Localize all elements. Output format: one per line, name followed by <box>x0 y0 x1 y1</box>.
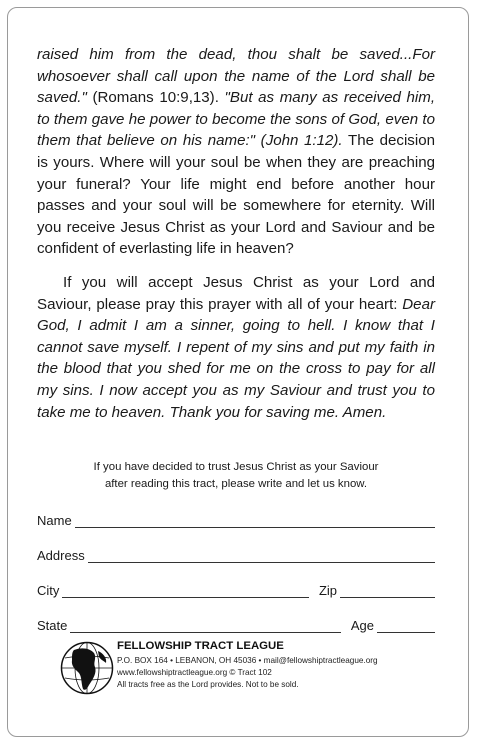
appeal-text: The decision is yours. Where will your soul be when they are preaching your funeral? Your life might end before another hour passes and your soul will be somewhere for eternity. Will you receive Jesus Christ as your Lord and Saviour and be confident of everlasting life in heaven? <box>37 132 435 258</box>
org-website: www.fellowshiptractleague.org © Tract 102 <box>117 668 272 677</box>
publisher-footer <box>60 639 440 705</box>
name-row <box>37 510 435 528</box>
tract-body <box>37 44 435 423</box>
scripture-romans: raised him from the dead, thou shalt be saved...For whosoever shall call upon the name of the Lord shall be saved." <box>37 46 435 107</box>
name-label: Name <box>37 513 72 528</box>
form-intro <box>37 459 435 493</box>
form-intro-line-1: If you have decided to trust Jesus Christ as your Saviour <box>93 461 379 473</box>
globe-logo-icon <box>60 641 114 695</box>
city-field[interactable] <box>62 584 309 598</box>
zip-field[interactable] <box>340 584 435 598</box>
form-intro-line-2: after reading this tract, please write and let us know. <box>104 478 368 490</box>
publisher-info <box>117 639 378 691</box>
address-field[interactable] <box>88 549 435 563</box>
paragraph-2 <box>37 272 435 423</box>
city-label: City <box>37 583 60 598</box>
org-note: All tracts free as the Lord provides. Not to be sold. <box>117 680 299 689</box>
org-address: P.O. BOX 164 • LEBANON, OH 45036 • mail@fellowshiptractleague.org <box>117 656 378 665</box>
state-field[interactable] <box>70 619 341 633</box>
reference-john: (John 1:12). <box>255 132 343 150</box>
response-form <box>37 459 435 650</box>
prayer-text: Dear God, I admit I am a sinner, going to hell. I know that I cannot save myself. I repent of my sins and put my faith in the blood that you shed for me on the cross to pay for all my sins. I now accept you as my Saviour and trust you to take me to heaven. Thank you for saving me. Amen. <box>37 295 435 421</box>
zip-label: Zip <box>318 583 337 598</box>
address-label: Address <box>37 548 85 563</box>
city-zip-row <box>37 580 435 598</box>
paragraph-1 <box>37 44 435 260</box>
org-name: FELLOWSHIP TRACT LEAGUE <box>117 640 284 652</box>
address-row <box>37 545 435 563</box>
prayer-invitation: If you will accept Jesus Christ as your Lord and Saviour, please pray this prayer with all of your heart: <box>37 273 435 313</box>
state-label: State <box>37 618 68 633</box>
reference-romans: (Romans 10:9,13). <box>86 89 225 107</box>
age-field[interactable] <box>377 619 435 633</box>
scripture-john: "But as many as received him, to them gave he power to become the sons of God, even to them that believe on his name:" <box>37 89 436 150</box>
age-label: Age <box>350 618 374 633</box>
name-field[interactable] <box>75 514 435 528</box>
state-age-row <box>37 615 435 633</box>
